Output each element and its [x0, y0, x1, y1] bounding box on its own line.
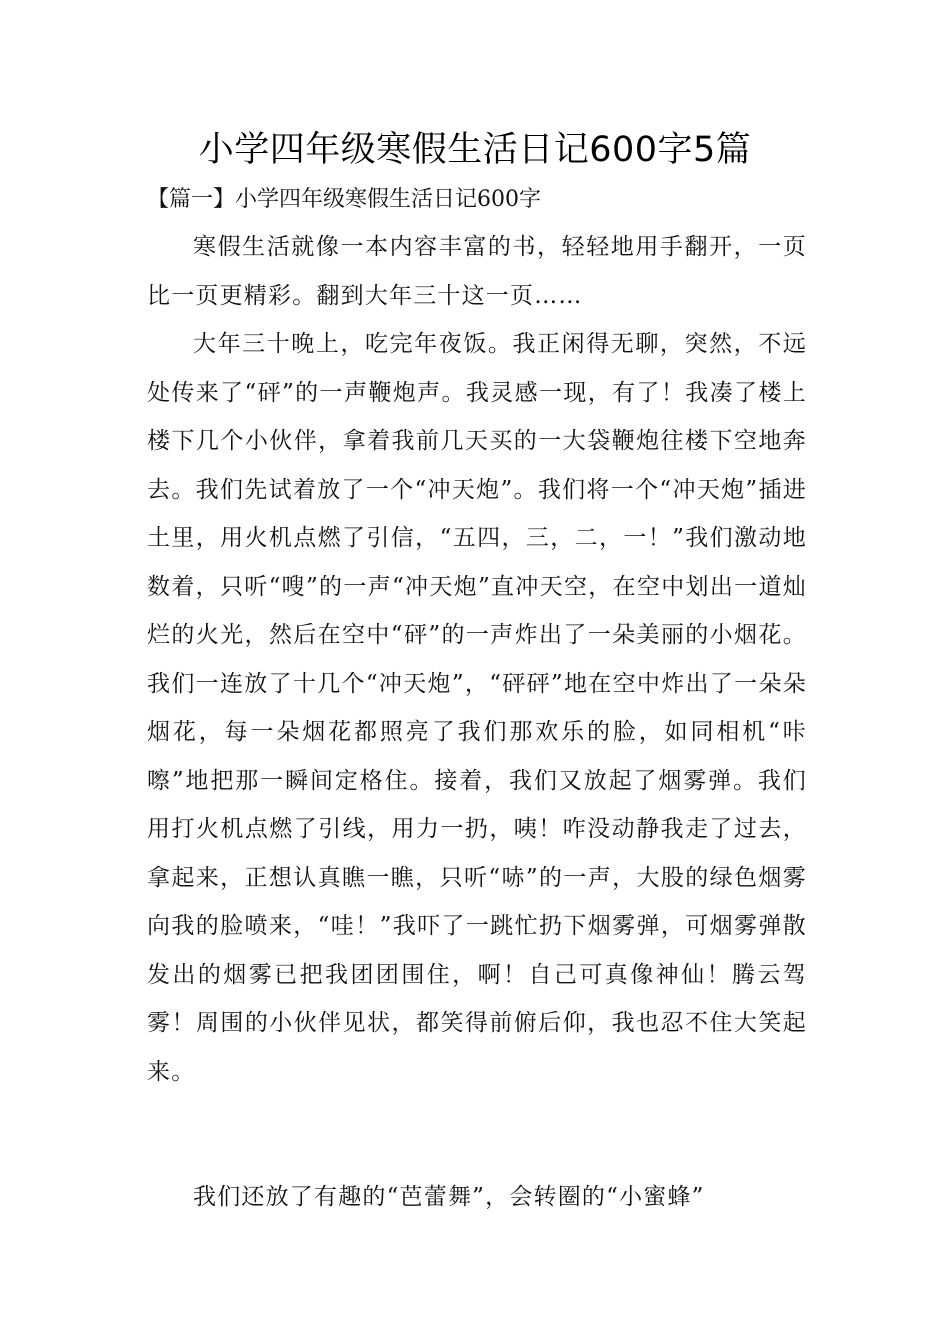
paragraph-3-block: [147, 1173, 807, 1222]
paragraph-2-block: [147, 320, 807, 1096]
document-title: 小学四年级寒假生活日记600字5篇: [198, 130, 752, 170]
section-heading: 【篇一】小学四年级寒假生活日记600字: [147, 187, 541, 212]
paragraph-2: 大年三十晚上，吃完年夜饭。我正闲得无聊，突然，不远处传来了“砰”的一声鞭炮声。我灵感一现，有了！我凑了楼上楼下几个小伙伴，拿着我前几天买的一大袋鞭炮往楼下空地奔去。我们先试着放了一个“冲天炮”。我们将一个“冲天炮”插进土里，用火机点燃了引信，“五四，三，二，一！”我们激动地数着，只听“嗖”的一声“冲天炮”直冲天空，在空中划出一道灿烂的火光，然后在空中“砰”的一声炸出了一朵美丽的小烟花。我们一连放了十几个“冲天炮”，“砰砰”地在空中炸出了一朵朵烟花，每一朵烟花都照亮了我们那欢乐的脸，如同相机“咔嚓”地把那一瞬间定格住。接着，我们又放起了烟雾弹。我们用打火机点燃了引线，用力一扔，咦！咋没动静我走了过去，拿起来，正想认真瞧一瞧，只听“哧”的一声，大股的绿色烟雾向我的脸喷来，“哇！”我吓了一跳忙扔下烟雾弹，可烟雾弹散发出的烟雾已把我团团围住，啊！自己可真像神仙！腾云驾雾！周围的小伙伴见状，都笑得前俯后仰，我也忍不住大笑起来。: [147, 331, 807, 1085]
paragraph-3: 我们还放了有趣的“芭蕾舞”，会转圈的“小蜜蜂”: [193, 1184, 705, 1210]
paragraph-1: 寒假生活就像一本内容丰富的书，轻轻地用手翻开，一页比一页更精彩。翻到大年三十这一页……: [147, 234, 807, 309]
paragraph-1-block: [147, 223, 807, 320]
